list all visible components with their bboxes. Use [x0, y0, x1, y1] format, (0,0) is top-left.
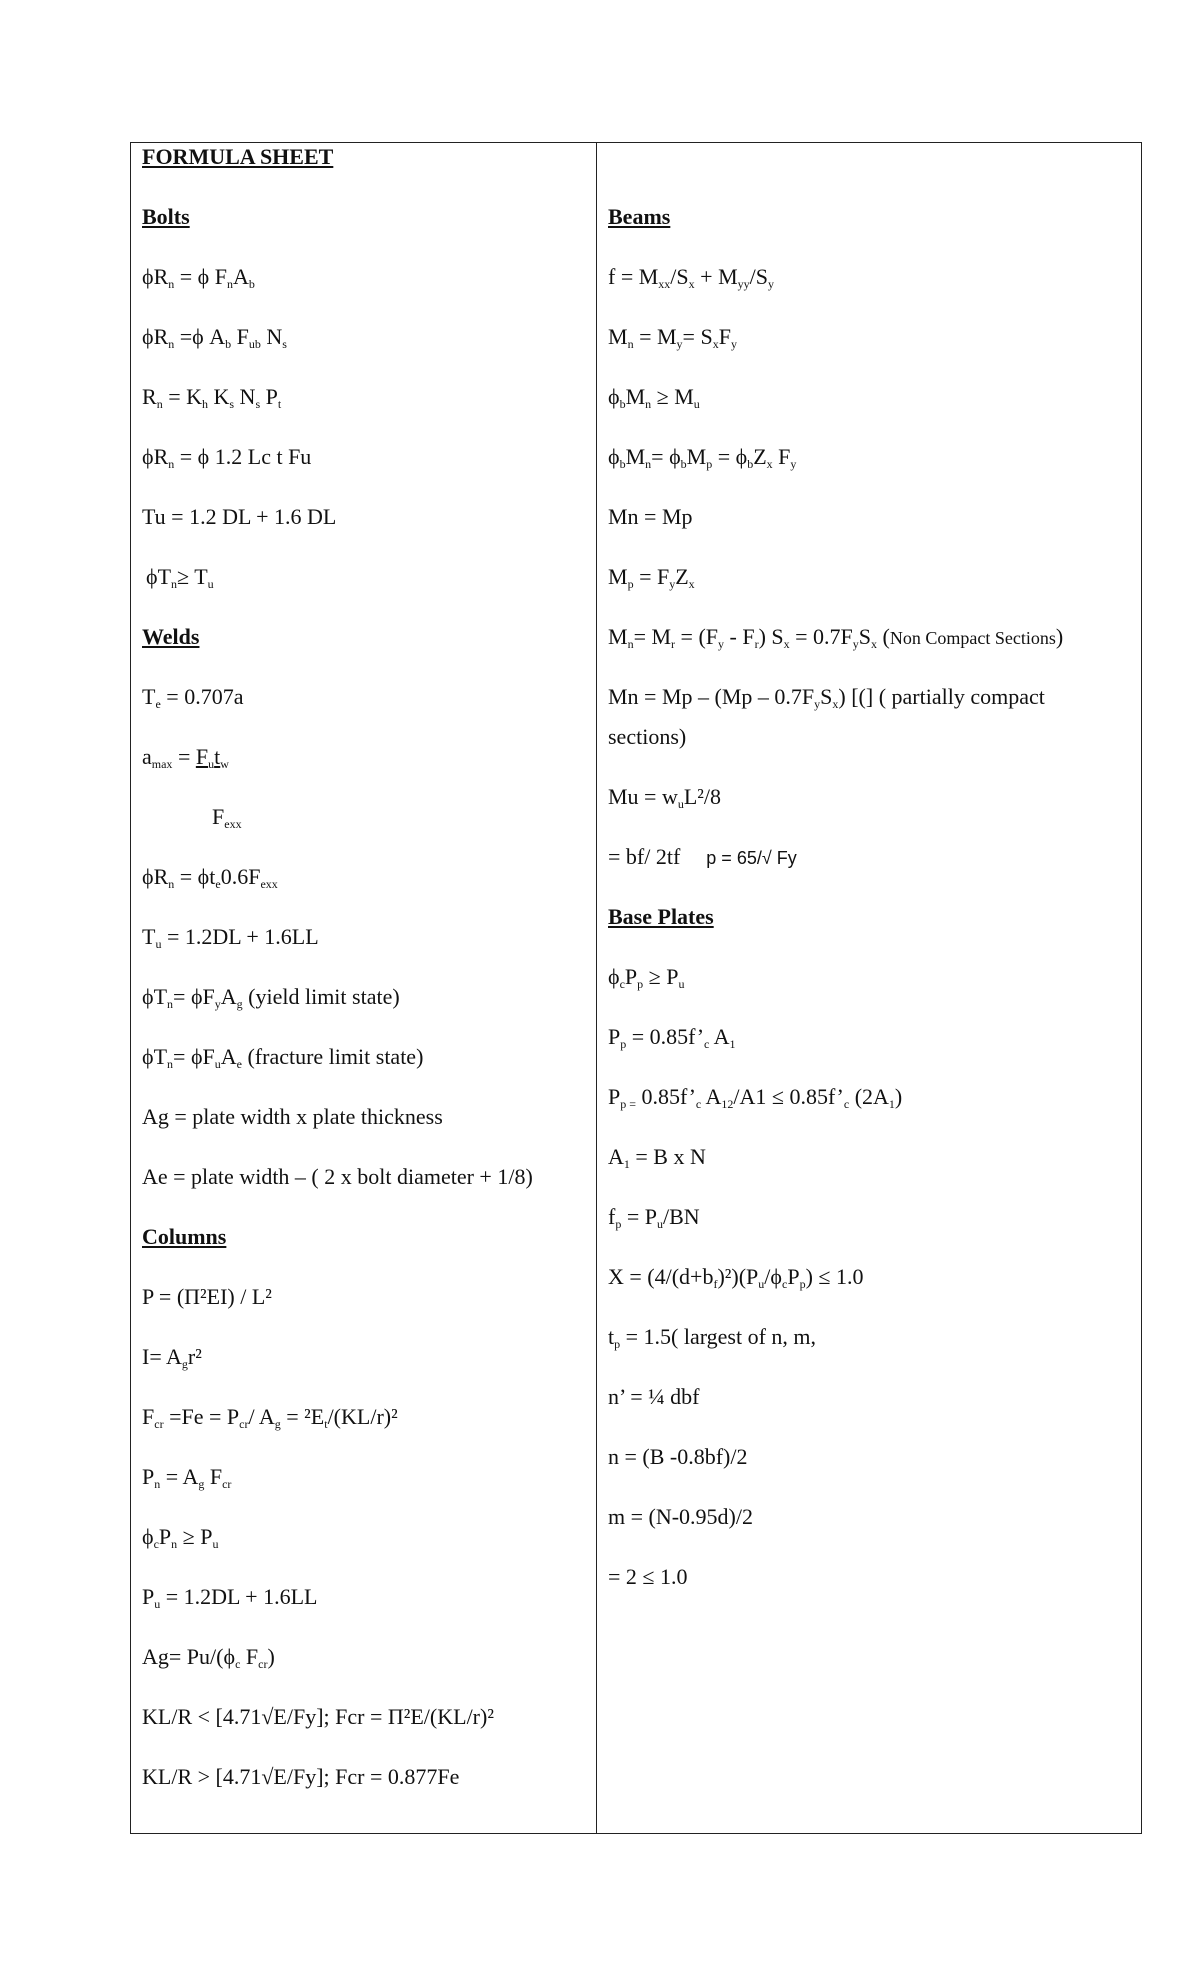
columns-formula-9: KL/R > [4.71√E/Fy]; Fcr = 0.877Fe — [142, 1764, 460, 1789]
welds-formula-7: $\phi T_n= \phi F_uA_e$ (fracture limit state) — [142, 1044, 424, 1071]
base-plates-heading: Base Plates — [608, 904, 714, 929]
welds-formula-8: Ag = plate width x plate thickness — [142, 1104, 443, 1129]
columns-formula-5: $\phi_cP_n \ge P_u$ — [142, 1524, 219, 1551]
beams-heading: Beams — [608, 204, 671, 229]
bolts-formula-5: Tu = 1.2 DL + 1.6 DL — [142, 504, 337, 529]
base-plates-formula-8: n’ = ¼ dbf — [608, 1384, 700, 1409]
columns-formula-3: $F_{cr} =Fe = P_{cr}/$ $A_g = ^2E_t/(KL/r)^2$ — [142, 1404, 398, 1431]
bolts-formula-1: $\phi R_n = \phi$ $F_nA_b$ — [142, 264, 255, 291]
sheet-title: FORMULA SHEET — [142, 144, 334, 169]
base-plates-formula-1: $\phi_cP_p \ge P_u$ — [608, 964, 685, 991]
bolts-formula-4: $\phi R_n = \phi$ 1.2 Lc t Fu — [142, 444, 312, 471]
welds-formula-5: $T_u = 1.2DL + 1.6LL$ — [142, 924, 319, 951]
columns-formula-6: $P_u = 1.2DL + 1.6LL$ — [142, 1584, 318, 1611]
columns-formula-2: $I= A_gr^2$ — [142, 1344, 202, 1371]
welds-formula-6: $\phi T_n= \phi F_yA_g$ (yield limit state) — [142, 984, 400, 1011]
beams-formula-6: $M_p = F_yZ_x$ — [608, 564, 695, 591]
beams-formula-1: $f = M_{xx}/S_x + M_{yy}/S_y$ — [608, 264, 774, 291]
base-plates-formula-2: $P_p$ = $0.85f’_c$ $A_1$ — [608, 1024, 736, 1051]
base-plates-formula-6: $X = (4/(d+b_f)^2)(P_u/\phi_cP_p) \le 1.0$ — [608, 1264, 864, 1291]
bolts-heading: Bolts — [142, 204, 190, 229]
base-plates-formula-11: = 2 ≤ 1.0 — [608, 1564, 688, 1589]
base-plates-formula-9: n = (B -0.8bf)/2 — [608, 1444, 748, 1469]
base-plates-formula-5: $f_p = P_u/BN$ — [608, 1204, 700, 1231]
beams-formula-10: = bf/ 2tf p = 65/√ Fy — [608, 844, 797, 869]
beams-formula-8-continued: sections) — [608, 724, 687, 749]
columns-formula-1: P = (Π²EI) / L² — [142, 1284, 272, 1309]
base-plates-formula-7: $t_p = 1.5$( largest of n, m, — [608, 1324, 817, 1351]
base-plates-formula-4: $A_1 = B$ x N — [608, 1144, 706, 1171]
beams-formula-9: $Mu = w_uL^2/8$ — [608, 784, 722, 811]
welds-heading: Welds — [142, 624, 200, 649]
columns-formula-8: KL/R < [4.71√E/Fy]; Fcr = Π²E/(KL/r)² — [142, 1704, 494, 1729]
column-divider — [596, 142, 597, 1834]
welds-formula-2: $a_{max} = F_ut_w$ — [142, 744, 229, 771]
welds-formula-9: Ae = plate width – ( 2 x bolt diameter + 1/8) — [142, 1164, 533, 1189]
welds-formula-4: $\phi R_n = \phi t_e0.6F_{exx}$ — [142, 864, 278, 891]
bolts-formula-2: $\phi R_n =\phi$ $A_b$ $F_{ub}$ $N_s$ — [142, 324, 287, 351]
welds-formula-1: $T_e = 0.707a$ — [142, 684, 244, 711]
columns-formula-7: $Ag= Pu/(\phi_c$ $F_{cr}$) — [142, 1644, 275, 1671]
welds-formula-3: $F_{exx}$ — [212, 804, 242, 831]
bolts-formula-6: $\phi T_n\ge T_u$ — [146, 564, 214, 591]
beams-formula-4: $\phi_bM_n= \phi_bM_p = \phi_bZ_x$ $F_y$ — [608, 444, 797, 471]
beams-formula-5: Mn = Mp — [608, 504, 693, 529]
beams-formula-2: $M_n = M_y= S_xF_y$ — [608, 324, 737, 351]
columns-heading: Columns — [142, 1224, 227, 1249]
beams-formula-8: $Mn = Mp - (Mp - 0.7F_yS_x)$ [(] ( partially compact — [608, 684, 1045, 711]
base-plates-formula-10: m = (N-0.95d)/2 — [608, 1504, 753, 1529]
columns-formula-4: $P_n = A_g$ $F_{cr}$ — [142, 1464, 232, 1491]
bolts-formula-3: $R_n = K_h$ $K_s$ $N_s$ $P_t$ — [142, 384, 282, 411]
base-plates-formula-3: $P_{p =}$ $0.85f’_c$ $A_{12}/A1$ ≤ $0.85f’_c$ $(2A_1)$ — [608, 1084, 903, 1111]
beams-formula-7: $M_n= M_r = (F_y - F_r) S_x = 0.7F_yS_x$ (Non Compact Sections) — [608, 624, 1064, 651]
beams-formula-3: $\phi_bM_n \ge M_u$ — [608, 384, 700, 411]
